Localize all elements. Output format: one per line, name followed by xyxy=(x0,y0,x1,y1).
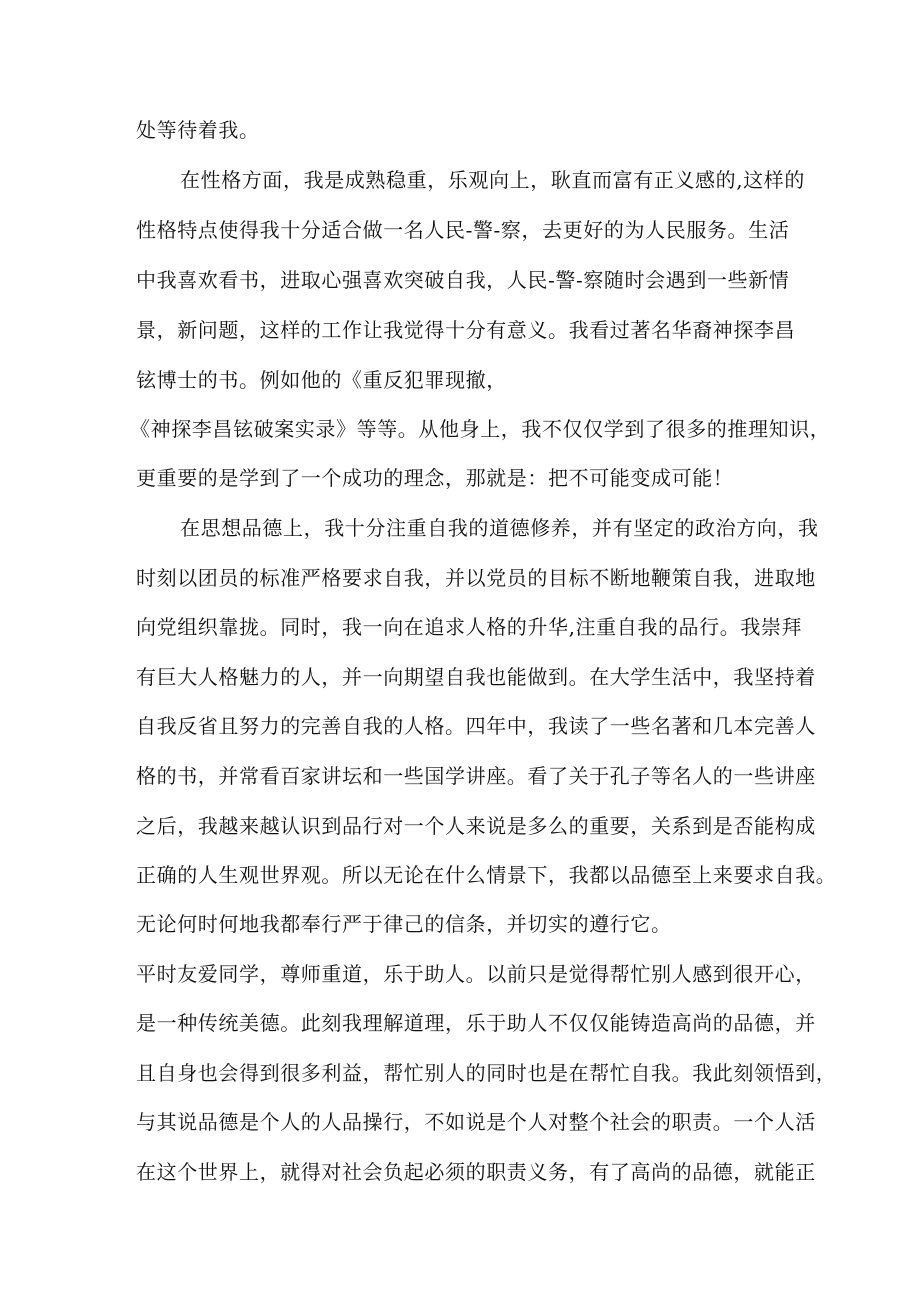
text-line-4: 中我喜欢看书，进取心强喜欢突破自我，人民-警-察随时会遇到一些新情 xyxy=(136,268,790,292)
text-line-11: 向党组织靠拢。同时，我一向在追求人格的升华,注重自我的品行。我崇拜 xyxy=(136,615,803,639)
text-line-15: 之后，我越来越认识到品行对一个人来说是多么的重要，关系到是否能构成 xyxy=(136,814,816,838)
text-line-2: 在性格方面，我是成熟稳重，乐观向上，耿直而富有正义感的,这样的 xyxy=(180,168,805,192)
text-line-1: 处等待着我。 xyxy=(136,118,260,142)
text-line-9: 在思想品德上，我十分注重自我的道德修养，并有坚定的政治方向，我 xyxy=(180,516,819,540)
text-line-19: 是一种传统美德。此刻我理解道理，乐于助人不仅仅能铸造高尚的品德，并 xyxy=(136,1011,816,1035)
text-line-13: 自我反省且努力的完善自我的人格。四年中，我读了一些名著和几本完善人 xyxy=(136,714,816,738)
text-line-7: 《神探李昌铉破案实录》等等。从他身上，我不仅仅学到了很多的推理知识， xyxy=(130,417,831,441)
text-line-14: 格的书，并常看百家讲坛和一些国学讲座。看了关于孔子等名人的一些讲座 xyxy=(136,764,816,788)
text-line-8: 更重要的是学到了一个成功的理念，那就是：把不可能变成可能！ xyxy=(136,466,734,490)
text-line-22: 在这个世界上，就得对社会负起必须的职责义务，有了高尚的品德，就能正 xyxy=(136,1160,816,1184)
text-line-20: 且自身也会得到很多利益，帮忙别人的同时也是在帮忙自我。我此刻领悟到， xyxy=(136,1061,837,1085)
text-line-5: 景，新问题，这样的工作让我觉得十分有意义。我看过著名华裔神探李昌 xyxy=(136,318,796,342)
text-line-3: 性格特点使得我十分适合做一名人民-警-察，去更好的为人民服务。生活 xyxy=(136,218,790,242)
text-line-16: 正确的人生观世界观。所以无论在什么情景下，我都以品德至上来要求自我。 xyxy=(136,863,837,887)
text-line-17: 无论何时何地我都奉行严于律己的信条，并切实的遵行它。 xyxy=(136,912,672,936)
text-line-10: 时刻以团员的标准严格要求自我，并以党员的目标不断地鞭策自我，进取地 xyxy=(136,566,816,590)
text-line-18: 平时友爱同学，尊师重道，乐于助人。以前只是觉得帮忙别人感到很开心， xyxy=(136,962,816,986)
text-line-6: 铉博士的书。例如他的《重反犯罪现撤， xyxy=(136,368,507,392)
text-line-12: 有巨大人格魅力的人，并一向期望自我也能做到。在大学生活中，我坚持着 xyxy=(136,665,816,689)
text-line-21: 与其说品德是个人的人品操行，不如说是个人对整个社会的职责。一个人活 xyxy=(136,1110,816,1134)
